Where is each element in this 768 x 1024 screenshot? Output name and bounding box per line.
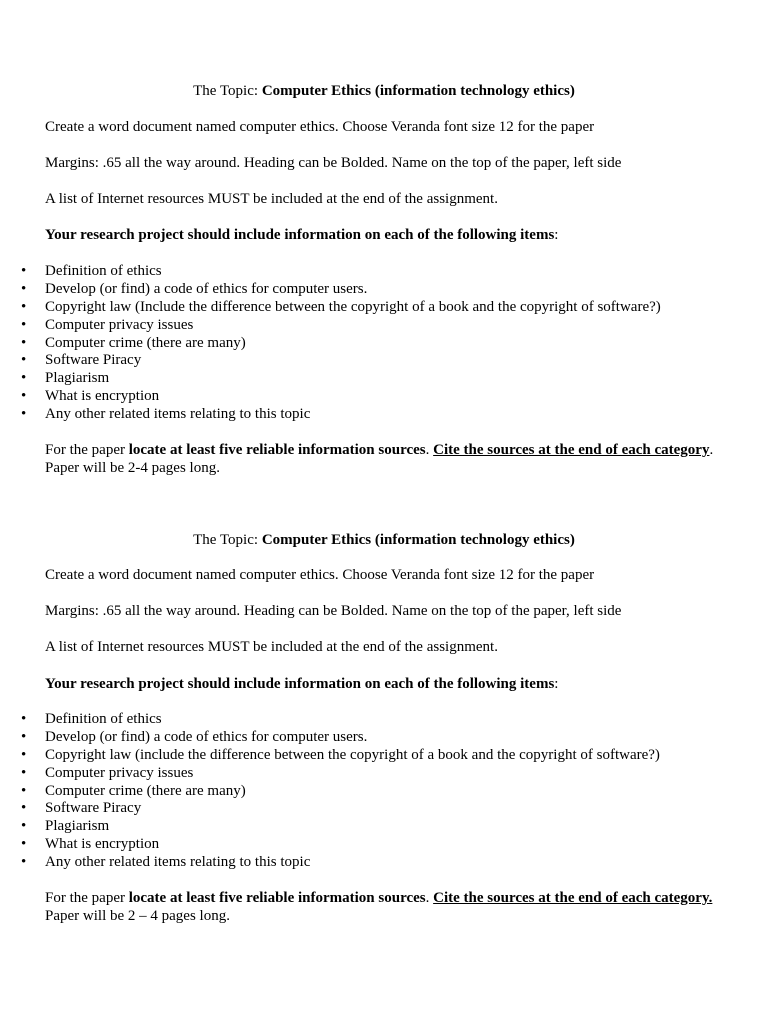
- sources-requirement: locate at least five reliable information sources: [128, 442, 426, 458]
- resources-instruction: A list of Internet resources MUST be included at the end of the assignment.: [45, 639, 498, 655]
- sources-period: .: [425, 442, 434, 458]
- bullet-icon: •: [21, 711, 27, 727]
- list-item: [0, 351, 661, 369]
- bullet-icon: •: [21, 800, 27, 817]
- research-heading: [45, 226, 558, 244]
- research-heading-colon: :: [554, 676, 559, 692]
- list-item-text: Develop (or find) a code of ethics for computer users.: [45, 728, 368, 745]
- list-item-text: Develop (or find) a code of ethics for computer users.: [45, 280, 368, 297]
- list-item-text: Copyright law (Include the difference between the copyright of a book and the copyright of software?): [45, 298, 661, 315]
- list-item: [0, 334, 661, 352]
- document-instruction: Create a word document named computer ethics. Choose Veranda font size 12 for the paper: [45, 119, 595, 135]
- list-item: [0, 405, 661, 423]
- sources-prefix: For the paper: [45, 442, 129, 458]
- list-item: [0, 746, 660, 764]
- list-item: [0, 817, 660, 835]
- cite-requirement: Cite the sources at the end of each category.: [433, 890, 713, 906]
- list-item: [0, 782, 660, 800]
- bullet-icon: •: [21, 854, 27, 871]
- document-instruction: Create a word document named computer ethics. Choose Veranda font size 12 for the paper: [45, 567, 595, 583]
- sources-instruction: [45, 889, 712, 907]
- margins-instruction: Margins: .65 all the way around. Heading can be Bolded. Name on the top of the paper, left side: [45, 155, 622, 171]
- list-item: [0, 298, 661, 316]
- research-heading: [45, 675, 558, 693]
- bullet-icon: •: [21, 316, 27, 333]
- list-item: [0, 262, 661, 280]
- research-heading-text: Your research project should include information on each of the following items: [45, 227, 555, 243]
- list-item: [0, 280, 661, 298]
- list-item: [0, 764, 660, 782]
- bullet-icon: •: [21, 370, 27, 387]
- sources-prefix: For the paper: [45, 890, 129, 906]
- list-item-text: Copyright law (include the difference between the copyright of a book and the copyright of software?): [45, 746, 660, 763]
- list-item-text: What is encryption: [45, 836, 160, 853]
- sources-instruction: [45, 441, 713, 459]
- list-item-text: Definition of ethics: [45, 263, 162, 279]
- sources-end: .: [709, 442, 714, 458]
- list-item: [0, 316, 661, 334]
- sources-requirement: locate at least five reliable information sources: [128, 890, 426, 906]
- bullet-icon: •: [21, 406, 27, 423]
- bullet-icon: •: [21, 352, 27, 369]
- research-heading-colon: :: [554, 227, 559, 243]
- list-item: [0, 853, 660, 871]
- bullet-icon: •: [21, 782, 27, 799]
- bullet-icon: •: [21, 818, 27, 835]
- topic-title: Computer Ethics (information technology ethics): [261, 83, 575, 99]
- list-item: [0, 835, 660, 853]
- list-item-text: Any other related items relating to this topic: [45, 406, 311, 423]
- topic-items-list: [0, 262, 661, 423]
- margins-instruction: Margins: .65 all the way around. Heading can be Bolded. Name on the top of the paper, left side: [45, 603, 622, 619]
- research-heading-text: Your research project should include information on each of the following items: [45, 676, 555, 692]
- length-instruction: Paper will be 2-4 pages long.: [45, 460, 220, 476]
- list-item-text: Definition of ethics: [45, 711, 162, 727]
- list-item-text: Software Piracy: [45, 800, 142, 817]
- bullet-icon: •: [21, 388, 27, 405]
- topic-prefix: The Topic:: [193, 83, 262, 99]
- topic-heading: [0, 82, 768, 100]
- bullet-icon: •: [21, 334, 27, 351]
- length-instruction: Paper will be 2 – 4 pages long.: [45, 908, 230, 924]
- list-item-text: Plagiarism: [45, 370, 110, 387]
- list-item-text: What is encryption: [45, 388, 160, 405]
- list-item: [0, 799, 660, 817]
- topic-prefix: The Topic:: [193, 532, 262, 548]
- list-item: [0, 369, 661, 387]
- bullet-icon: •: [21, 263, 27, 279]
- bullet-icon: •: [21, 836, 27, 853]
- list-item-text: Any other related items relating to this topic: [45, 854, 311, 871]
- bullet-icon: •: [21, 746, 27, 763]
- bullet-icon: •: [21, 280, 27, 297]
- topic-heading: [0, 531, 768, 549]
- cite-requirement: Cite the sources at the end of each category: [433, 442, 710, 458]
- topic-items-list: [0, 710, 660, 871]
- bullet-icon: •: [21, 728, 27, 745]
- list-item-text: Computer crime (there are many): [45, 782, 246, 799]
- list-item: [0, 728, 660, 746]
- list-item: [0, 387, 661, 405]
- list-item-text: Plagiarism: [45, 818, 110, 835]
- bullet-icon: •: [21, 298, 27, 315]
- list-item: [0, 710, 660, 728]
- bullet-icon: •: [21, 764, 27, 781]
- list-item-text: Software Piracy: [45, 352, 142, 369]
- topic-title: Computer Ethics (information technology ethics): [261, 532, 575, 548]
- resources-instruction: A list of Internet resources MUST be included at the end of the assignment.: [45, 191, 498, 207]
- list-item-text: Computer crime (there are many): [45, 334, 246, 351]
- list-item-text: Computer privacy issues: [45, 764, 194, 781]
- list-item-text: Computer privacy issues: [45, 316, 194, 333]
- sources-period: .: [425, 890, 434, 906]
